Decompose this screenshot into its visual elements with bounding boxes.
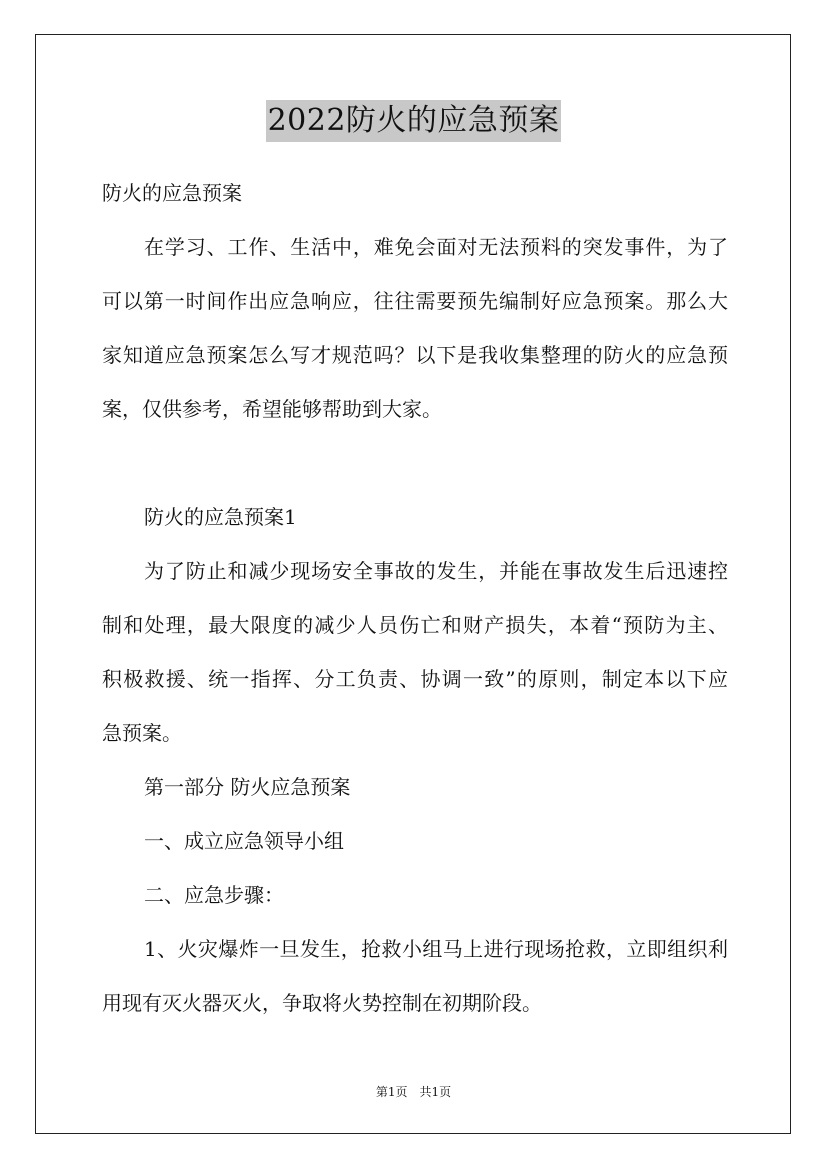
paragraph-line: 可以第一时间作出应急响应，往往需要预先编制好应急预案。那么大 [102, 289, 728, 313]
list-item: 二、应急步骤： [144, 883, 284, 907]
paragraph-line: 家知道应急预案怎么写才规范吗？以下是我收集整理的防火的应急预 [102, 343, 728, 367]
paragraph-line: 在学习、工作、生活中，难免会面对无法预料的突发事件，为了 [144, 235, 728, 259]
paragraph-line: 积极救援、统一指挥、分工负责、协调一致”的原则，制定本以下应 [102, 667, 728, 691]
paragraph-line: 案，仅供参考，希望能够帮助到大家。 [102, 397, 442, 421]
paragraph-line: 急预案。 [102, 721, 182, 745]
page-footer: 第1页 共1页 [375, 1085, 452, 1099]
document-title: 2022防火的应急预案 [266, 100, 562, 142]
paragraph-line: 制和处理，最大限度的减少人员伤亡和财产损失，本着“预防为主、 [102, 613, 728, 637]
title-container [0, 100, 827, 142]
section-heading: 防火的应急预案1 [144, 505, 297, 529]
paragraph-line: 为了防止和减少现场安全事故的发生，并能在事故发生后迅速控 [144, 559, 728, 583]
section-heading: 第一部分 防火应急预案 [144, 775, 351, 799]
list-item: 一、成立应急领导小组 [144, 829, 344, 853]
section-heading: 防火的应急预案 [102, 181, 242, 205]
blank-line [102, 446, 728, 500]
paragraph-line: 用现有灭火器灭火，争取将火势控制在初期阶段。 [102, 991, 542, 1015]
document-body [102, 176, 728, 1040]
paragraph-line: 1、火灾爆炸一旦发生，抢救小组马上进行现场抢救，立即组织利 [144, 937, 728, 961]
